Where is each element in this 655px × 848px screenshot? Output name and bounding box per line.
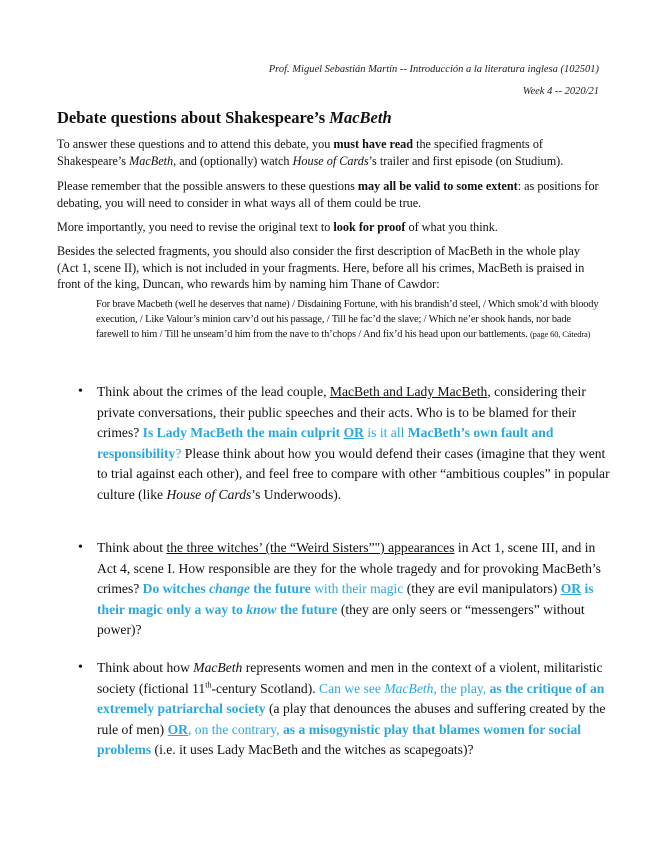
bullet-icon: •: [78, 540, 83, 555]
debate-question-2: Think about the three witches’ (the “Weird Sisters”") appearances in Act 1, scene III, and in Act 4, scene I. How responsible are they for the whole tragedy and for provoking MacBeth’s crimes? Do witches change the future with their magic (they are evil manipulators) OR is their magic only a way to know the future (they are only seers or “messengers” without power)?: [97, 540, 601, 637]
intro-paragraph-3: More importantly, you need to revise the original text to look for proof of what you think.: [57, 220, 498, 234]
intro-paragraph-4: Besides the selected fragments, you should also consider the first description of MacBeth in the whole play (Act 1, scene II), which is not included in your fragments. Here, before all his crimes, MacBeth is praised in front of the king, Duncan, who rewards him by naming him Thane of Cawdor:: [57, 244, 585, 291]
quote-source: (page 60, Cátedra): [530, 329, 591, 339]
macbeth-quote: For brave Macbeth (well he deserves that name) / Disdaining Fortune, with his brandish’d steel, / Which smok’d with bloody execution, / Like Valour’s minion carv’d out his passage, / Till he fac’d the slave; / Which ne’er shook hands, nor bade farewell to him / Till he unseam’d him from the nave to th’chops / And fix’d his head upon our battlements. (page 60, Cátedra): [96, 299, 599, 340]
course-header: Prof. Miguel Sebastián Martín -- Introducción a la literatura inglesa (102501): [268, 64, 599, 75]
intro-paragraph-2: Please remember that the possible answers to these questions may all be valid to some extent: as positions for debating, you will need to consider in what ways all of them could be true.: [57, 179, 599, 210]
intro-paragraph-1: To answer these questions and to attend this debate, you must have read the specified fragments of Shakespeare’s MacBeth, and (optionally) watch House of Cards’s trailer and first episode (on Studium).: [57, 137, 564, 168]
debate-question-3: Think about how MacBeth represents women and men in the context of a violent, militaristic society (fictional 11th-century Scotland). Can we see MacBeth, the play, as the critique of an extremely patriarchal society (a play that denounces the abuses and suffering created by the rule of men) OR, on the contrary, as a misogynistic play that blames women for social problems (i.e. it uses Lady MacBeth and the witches as scapegoats)?: [97, 660, 606, 757]
bullet-icon: •: [78, 384, 83, 399]
week-header: Week 4 -- 2020/21: [522, 86, 599, 97]
page-title: Debate questions about Shakespeare’s MacBeth: [57, 108, 392, 127]
debate-question-1: Think about the crimes of the lead couple, MacBeth and Lady MacBeth, considering their private conversations, their public speeches and their acts. Who is to be blamed for their crimes? Is Lady MacBeth the main culprit OR is it all MacBeth’s own fault and responsibility? Please think about how you would defend their cases (imagine that they went to trial against each other), and feel free to compare with other “ambitious couples” in popular culture (like House of Cards’s Underwoods).: [97, 384, 610, 502]
bullet-icon: •: [78, 660, 83, 675]
